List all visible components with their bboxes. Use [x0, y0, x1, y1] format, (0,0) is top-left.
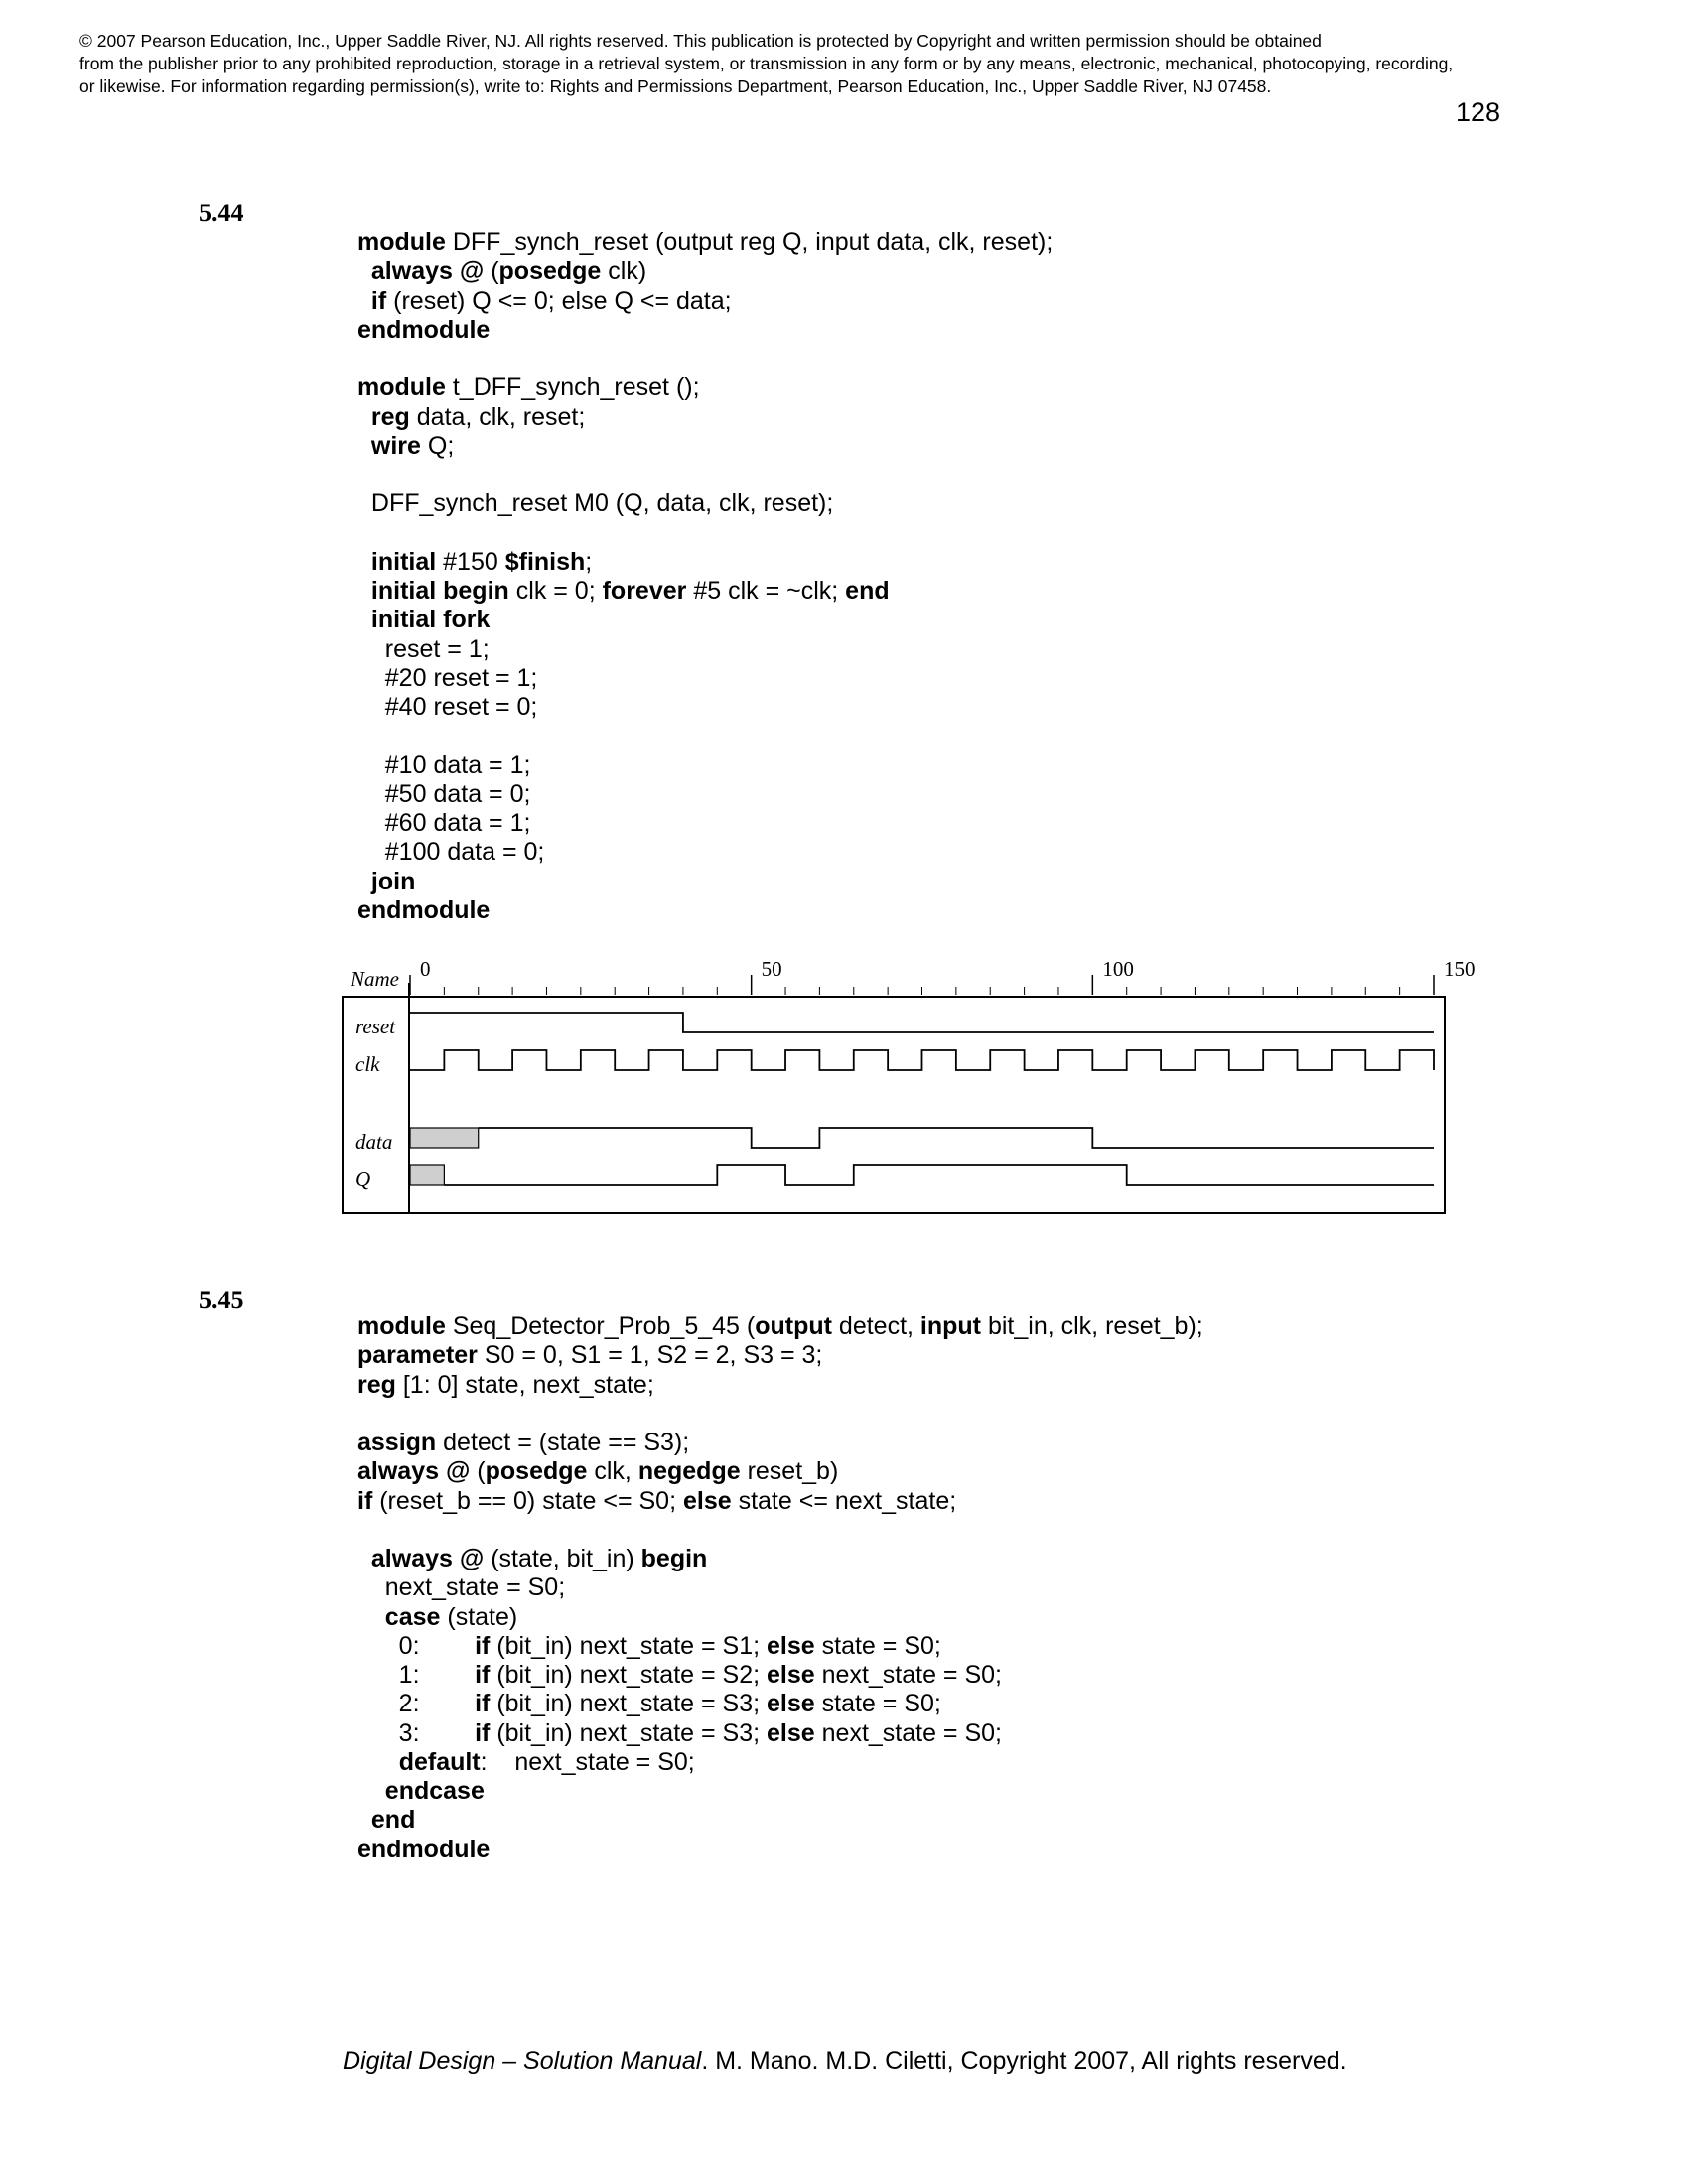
code-text: Seq_Detector_Prob_5_45 (	[445, 1312, 756, 1340]
code-text: (bit_in) next_state = S3;	[490, 1690, 768, 1718]
code-text: DFF_synch_reset M0 (Q, data, clk, reset);	[357, 489, 834, 518]
code-text: t_DFF_synch_reset ();	[445, 373, 700, 402]
code-line	[357, 287, 1053, 316]
code-keyword: posedge	[498, 257, 602, 286]
signal-name-q: Q	[355, 1167, 371, 1191]
code-keyword: negedge	[637, 1457, 741, 1486]
code-keyword: initial	[370, 547, 437, 576]
code-text: [1: 0] state, next_state;	[395, 1370, 654, 1399]
code-keyword: module	[357, 228, 446, 256]
copyright-notice	[79, 30, 1628, 98]
code-text	[357, 1545, 371, 1572]
code-text: #40 reset = 0;	[357, 693, 538, 721]
code-text: #10 data = 1;	[357, 751, 531, 779]
code-text	[357, 1748, 399, 1776]
code-text	[357, 577, 371, 605]
code-line	[357, 635, 1053, 664]
code-keyword: end	[370, 1806, 416, 1835]
code-text: (bit_in) next_state = S1;	[490, 1631, 768, 1660]
code-keyword: if	[475, 1661, 491, 1689]
code-line	[357, 1371, 1203, 1400]
code-line	[357, 316, 1053, 344]
signal-trace-data	[479, 1128, 1434, 1148]
code-text	[357, 1777, 385, 1805]
code-line	[357, 896, 1053, 925]
code-keyword: posedge	[485, 1457, 588, 1486]
code-text: clk,	[587, 1457, 638, 1486]
code-keyword: if	[357, 1486, 373, 1515]
code-line	[357, 1603, 1203, 1632]
waveform-diagram	[338, 953, 1509, 1256]
code-keyword: default	[398, 1747, 481, 1776]
code-keyword: join	[370, 867, 416, 895]
diagram-frame	[343, 997, 1445, 1213]
code-keyword: if	[370, 286, 387, 315]
code-line	[357, 257, 1053, 286]
code-line	[357, 1748, 1203, 1777]
code-text: #20 reset = 1;	[357, 663, 538, 692]
code-block-5-44	[357, 228, 1053, 925]
code-keyword: wire	[370, 431, 421, 460]
code-text: #100 data = 0;	[357, 838, 545, 867]
code-text: (state, bit_in)	[484, 1545, 641, 1572]
code-keyword: module	[357, 373, 446, 402]
code-text: #60 data = 1;	[357, 809, 531, 837]
code-text: S0 = 0, S1 = 1, S2 = 2, S3 = 3;	[477, 1341, 823, 1370]
code-text: : next_state = S0;	[480, 1747, 695, 1776]
code-line	[357, 1457, 1203, 1486]
code-text	[357, 257, 371, 285]
code-text: (	[470, 1457, 486, 1486]
code-line	[357, 1661, 1203, 1690]
code-text	[357, 287, 371, 315]
problem-number-5-45: 5.45	[199, 1286, 244, 1314]
code-keyword: module	[357, 1312, 446, 1340]
code-text: (	[484, 257, 499, 286]
time-tick-label: 50	[761, 957, 782, 981]
code-text	[357, 548, 371, 576]
code-text: #50 data = 0;	[357, 779, 531, 808]
signal-name-reset: reset	[355, 1015, 396, 1038]
code-line	[357, 1836, 1203, 1864]
code-text: #150	[436, 547, 505, 576]
code-line	[357, 809, 1053, 838]
code-keyword: if	[475, 1718, 491, 1747]
code-text: 0:	[357, 1631, 476, 1660]
code-keyword: always @	[370, 257, 485, 286]
code-line	[357, 432, 1053, 461]
code-text: detect = (state == S3);	[436, 1429, 690, 1456]
code-line	[357, 1777, 1203, 1806]
code-line	[357, 461, 1053, 489]
code-keyword: if	[475, 1631, 491, 1660]
code-line	[357, 868, 1053, 896]
code-text: DFF_synch_reset (output reg Q, input data, clk, reset);	[445, 228, 1054, 256]
code-line	[357, 1341, 1203, 1370]
copyright-line: © 2007 Pearson Education, Inc., Upper Saddle River, NJ. All rights reserved. This publication is protected by Copyright and written permission should be obtained	[79, 31, 1322, 51]
code-keyword: else	[767, 1661, 815, 1689]
code-line	[357, 489, 1053, 518]
code-line	[357, 548, 1053, 577]
code-line	[357, 1719, 1203, 1748]
code-text: (reset_b == 0) state <= S0;	[372, 1486, 683, 1515]
code-text: bit_in, clk, reset_b);	[981, 1312, 1203, 1340]
page-number: 128	[1456, 97, 1501, 127]
code-line	[357, 1516, 1203, 1545]
code-line	[357, 1487, 1203, 1516]
code-line	[357, 606, 1053, 634]
code-text	[357, 1806, 371, 1834]
timing-diagram	[338, 953, 1509, 1251]
code-keyword: endcase	[384, 1777, 485, 1805]
problem-number-5-44: 5.44	[199, 199, 244, 227]
code-text	[357, 868, 371, 895]
code-text	[357, 606, 371, 633]
code-text: 1:	[357, 1661, 476, 1689]
code-text: (bit_in) next_state = S2;	[490, 1661, 768, 1689]
code-line	[357, 664, 1053, 693]
code-line	[357, 1632, 1203, 1661]
unknown-value-region	[410, 1128, 479, 1148]
signal-trace-reset	[410, 1013, 1434, 1032]
code-text	[357, 403, 371, 431]
code-line	[357, 838, 1053, 867]
code-line	[357, 1400, 1203, 1429]
code-line	[357, 1690, 1203, 1718]
code-keyword: reg	[357, 1370, 396, 1399]
code-keyword: parameter	[357, 1341, 478, 1370]
code-line	[357, 519, 1053, 548]
code-keyword: endmodule	[357, 1835, 491, 1863]
code-text: (state)	[440, 1602, 518, 1631]
code-keyword: endmodule	[357, 895, 491, 924]
code-keyword: assign	[357, 1429, 437, 1456]
signal-trace-clk	[410, 1050, 1434, 1070]
code-text: clk)	[601, 257, 647, 286]
code-text: state <= next_state;	[731, 1486, 957, 1515]
code-keyword: always @	[370, 1545, 485, 1572]
code-keyword: $finish	[504, 547, 586, 576]
code-line	[357, 344, 1053, 373]
code-text: #5 clk = ~clk;	[686, 577, 846, 605]
code-line	[357, 577, 1053, 606]
time-tick-label: 0	[420, 957, 431, 981]
signal-name-data: data	[355, 1130, 393, 1154]
code-line	[357, 373, 1053, 402]
code-text: clk = 0;	[508, 577, 603, 605]
code-line	[357, 780, 1053, 809]
code-text: ;	[585, 547, 593, 576]
code-text: 2:	[357, 1690, 476, 1718]
time-tick-label: 150	[1444, 957, 1476, 981]
code-text: reset = 1;	[357, 634, 490, 663]
code-text: (reset) Q <= 0; else Q <= data;	[386, 286, 732, 315]
code-line	[357, 228, 1053, 257]
footer	[343, 2047, 1347, 2076]
code-text: next_state = S0;	[357, 1573, 566, 1602]
code-line	[357, 693, 1053, 722]
name-column-label: Name	[351, 967, 399, 991]
footer-credits: . M. Mano. M.D. Ciletti, Copyright 2007, All rights reserved.	[701, 2047, 1347, 2075]
code-text: detect,	[831, 1312, 920, 1340]
code-keyword: end	[845, 577, 890, 605]
code-text: reset_b)	[740, 1457, 839, 1486]
code-keyword: else	[682, 1486, 732, 1515]
code-line	[357, 403, 1053, 432]
code-text: Q;	[420, 431, 455, 460]
code-keyword: else	[767, 1718, 815, 1747]
code-keyword: forever	[602, 577, 687, 605]
copyright-line: or likewise. For information regarding permission(s), write to: Rights and Permissions Department, Pearson Education, Inc., Upper Saddle River, NJ 07458.	[79, 76, 1272, 96]
code-line	[357, 1312, 1203, 1341]
code-line	[357, 1806, 1203, 1835]
code-keyword: begin	[640, 1545, 708, 1572]
code-text: state = S0;	[814, 1690, 941, 1718]
unknown-value-region	[410, 1165, 444, 1185]
code-line	[357, 1429, 1203, 1457]
code-text: data, clk, reset;	[409, 402, 586, 431]
code-keyword: else	[767, 1690, 815, 1718]
code-text: state = S0;	[814, 1631, 941, 1660]
code-block-5-45	[357, 1312, 1203, 1864]
signal-trace-q	[444, 1165, 1434, 1185]
code-line	[357, 751, 1053, 780]
code-text	[357, 432, 371, 460]
code-text: next_state = S0;	[814, 1661, 1003, 1689]
code-keyword: if	[475, 1690, 491, 1718]
time-tick-label: 100	[1102, 957, 1134, 981]
code-keyword: else	[767, 1631, 815, 1660]
code-line	[357, 722, 1053, 751]
footer-title: Digital Design – Solution Manual	[343, 2047, 702, 2075]
code-keyword: always @	[357, 1457, 471, 1486]
code-line	[357, 1545, 1203, 1573]
code-keyword: endmodule	[357, 315, 491, 343]
signal-name-clk: clk	[355, 1052, 380, 1076]
code-keyword: reg	[370, 402, 410, 431]
code-keyword: case	[384, 1602, 441, 1631]
code-keyword: input	[919, 1312, 982, 1340]
copyright-line: from the publisher prior to any prohibited reproduction, storage in a retrieval system, or transmission in any form or by any means, electronic, mechanical, photocopying, recording,	[79, 54, 1454, 73]
code-text: next_state = S0;	[814, 1718, 1003, 1747]
code-keyword: initial begin	[370, 577, 509, 605]
code-text: (bit_in) next_state = S3;	[490, 1718, 768, 1747]
code-keyword: output	[755, 1312, 832, 1340]
code-keyword: initial fork	[370, 606, 491, 634]
code-text: 3:	[357, 1718, 476, 1747]
code-text	[357, 1603, 385, 1631]
code-line	[357, 1573, 1203, 1602]
